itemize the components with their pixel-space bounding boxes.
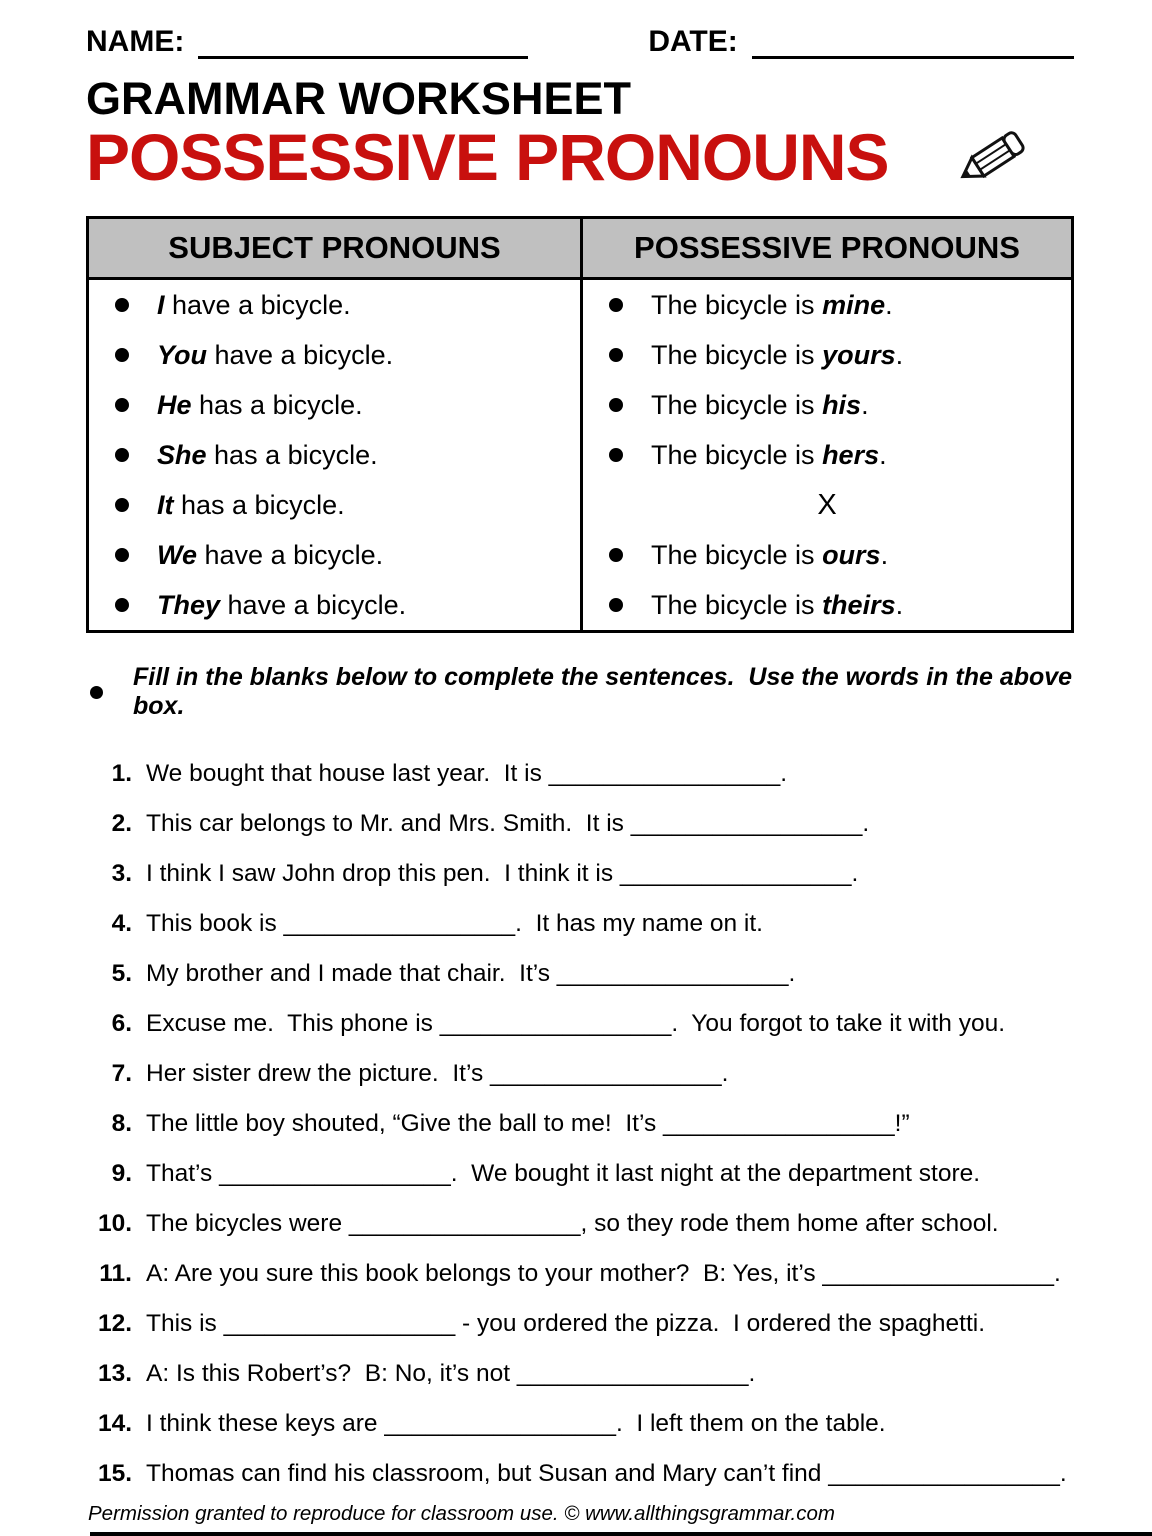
date-fill-line bbox=[752, 22, 1074, 59]
sentences-list bbox=[86, 759, 1074, 1489]
bullet-icon bbox=[115, 498, 129, 512]
sentence-item bbox=[86, 809, 1074, 839]
subject-pronoun: She bbox=[157, 439, 207, 470]
possessive-post: . bbox=[895, 339, 904, 370]
sentence-item bbox=[86, 1109, 1074, 1139]
worksheet-title: GRAMMAR WORKSHEET bbox=[86, 73, 631, 124]
sentence-number: 7. bbox=[111, 1060, 132, 1088]
possessive-pre: The bicycle is bbox=[651, 539, 823, 570]
possessive-sentence bbox=[651, 540, 888, 571]
possessive-cell bbox=[580, 530, 1071, 580]
sentence-text: Her sister drew the picture. It’s _________________. bbox=[146, 1060, 729, 1088]
possessive-cell bbox=[580, 380, 1071, 430]
page-bottom-edge bbox=[90, 1532, 1152, 1536]
sentence-number: 14. bbox=[97, 1410, 132, 1438]
subject-rest: have a bicycle. bbox=[207, 339, 394, 370]
possessive-pronoun: ours bbox=[822, 539, 881, 570]
sentence-item bbox=[86, 959, 1074, 989]
name-fill-line bbox=[198, 22, 528, 59]
sentence-number: 11. bbox=[99, 1260, 132, 1288]
sentence-item bbox=[86, 1459, 1074, 1489]
subject-pronoun: I bbox=[157, 289, 165, 320]
sentence-text: The bicycles were _________________, so they rode them home after school. bbox=[146, 1210, 999, 1238]
bullet-icon bbox=[609, 448, 623, 462]
possessive-cell bbox=[580, 580, 1071, 630]
subject-sentence bbox=[157, 290, 351, 321]
page-title-row bbox=[86, 120, 1074, 195]
sentence-number: 2. bbox=[111, 810, 132, 838]
subject-sentence bbox=[157, 340, 393, 371]
sentence-number: 10. bbox=[97, 1210, 132, 1238]
sentence-number: 12. bbox=[97, 1310, 132, 1338]
subject-cell bbox=[89, 330, 580, 380]
possessive-post: . bbox=[880, 539, 889, 570]
subject-cell bbox=[89, 530, 580, 580]
sentence-item bbox=[86, 909, 1074, 939]
subject-sentence bbox=[157, 390, 363, 421]
subject-sentence bbox=[157, 490, 345, 521]
possessive-pronouns-header: POSSESSIVE PRONOUNS bbox=[580, 219, 1071, 277]
bullet-icon bbox=[90, 686, 103, 699]
sentence-item bbox=[86, 1309, 1074, 1339]
subject-rest: has a bicycle. bbox=[191, 389, 363, 420]
subject-rest: have a bicycle. bbox=[197, 539, 384, 570]
table-header-row bbox=[89, 219, 1071, 280]
subject-rest: has a bicycle. bbox=[173, 489, 345, 520]
sentence-item bbox=[86, 759, 1074, 789]
sentence-text: Thomas can find his classroom, but Susan and Mary can’t find _________________. bbox=[146, 1460, 1067, 1488]
possessive-pre: The bicycle is bbox=[651, 439, 823, 470]
possessive-pre: The bicycle is bbox=[651, 589, 823, 620]
x-marker-cell bbox=[580, 480, 1071, 530]
subject-cell bbox=[89, 280, 580, 330]
subject-rest: have a bicycle. bbox=[220, 589, 407, 620]
possessive-pre: The bicycle is bbox=[651, 289, 823, 320]
table-row bbox=[89, 280, 1071, 330]
possessive-pronoun: mine bbox=[822, 289, 886, 320]
possessive-post: . bbox=[861, 389, 869, 420]
subject-sentence bbox=[157, 540, 383, 571]
pencil-icon bbox=[947, 124, 1039, 190]
sentence-text: Excuse me. This phone is _________________. You forgot to take it with you. bbox=[146, 1010, 1006, 1038]
possessive-sentence bbox=[651, 590, 903, 621]
sentence-item bbox=[86, 1059, 1074, 1089]
possessive-post: . bbox=[895, 589, 904, 620]
possessive-sentence bbox=[651, 340, 903, 371]
sentence-text: This is _________________ - you ordered the pizza. I ordered the spaghetti. bbox=[146, 1310, 986, 1338]
subject-rest: have a bicycle. bbox=[164, 289, 351, 320]
possessive-pronoun: his bbox=[822, 389, 862, 420]
instruction-row bbox=[86, 663, 1080, 721]
possessive-pronoun: theirs bbox=[822, 589, 896, 620]
subject-pronouns-header: SUBJECT PRONOUNS bbox=[168, 230, 501, 266]
sentence-item bbox=[86, 859, 1074, 889]
sentence-text: This book is _________________. It has my name on it. bbox=[146, 910, 763, 938]
subject-pronoun: He bbox=[157, 389, 192, 420]
possessive-post: . bbox=[885, 289, 893, 320]
possessive-pre: The bicycle is bbox=[651, 389, 823, 420]
bullet-icon bbox=[115, 348, 129, 362]
sentence-item bbox=[86, 1159, 1074, 1189]
sentence-text: The little boy shouted, “Give the ball to me! It’s _________________!” bbox=[146, 1110, 910, 1138]
subject-pronoun: You bbox=[157, 339, 207, 370]
sentence-number: 15. bbox=[97, 1460, 132, 1488]
subject-sentence bbox=[157, 590, 406, 621]
table-row bbox=[89, 580, 1071, 630]
bullet-icon bbox=[115, 448, 129, 462]
possessive-pre: The bicycle is bbox=[651, 339, 823, 370]
sentence-number: 5. bbox=[111, 960, 132, 988]
bullet-icon bbox=[609, 598, 623, 612]
subject-pronoun: They bbox=[157, 589, 221, 620]
table-row bbox=[89, 330, 1071, 380]
bullet-icon bbox=[115, 548, 129, 562]
sentence-item bbox=[86, 1009, 1074, 1039]
subject-sentence bbox=[157, 440, 378, 471]
sentence-item bbox=[86, 1359, 1074, 1389]
name-label: NAME: bbox=[86, 25, 185, 58]
sentence-text: We bought that house last year. It is _________________. bbox=[146, 760, 788, 788]
table-row bbox=[89, 430, 1071, 480]
bullet-icon bbox=[609, 548, 623, 562]
pronoun-table bbox=[86, 216, 1074, 633]
subject-cell bbox=[89, 580, 580, 630]
sentence-text: A: Is this Robert’s? B: No, it’s not _________________. bbox=[146, 1360, 756, 1388]
sentence-item bbox=[86, 1259, 1074, 1289]
possessive-sentence bbox=[651, 440, 887, 471]
sentence-text: I think I saw John drop this pen. I think it is _________________. bbox=[146, 860, 859, 888]
sentence-number: 1. bbox=[111, 760, 132, 788]
subject-pronoun: We bbox=[157, 539, 198, 570]
sentence-number: 9. bbox=[111, 1160, 132, 1188]
possessive-cell bbox=[580, 280, 1071, 330]
possessive-sentence bbox=[651, 290, 893, 321]
bullet-icon bbox=[609, 348, 623, 362]
possessive-post: . bbox=[879, 439, 887, 470]
possessive-pronoun: hers bbox=[822, 439, 880, 470]
page-title: POSSESSIVE PRONOUNS bbox=[86, 120, 889, 195]
sentence-text: That’s _________________. We bought it last night at the department store. bbox=[146, 1160, 981, 1188]
possessive-pronoun: yours bbox=[822, 339, 896, 370]
sentence-number: 8. bbox=[111, 1110, 132, 1138]
footer-text: Permission granted to reproduce for classroom use. © www.allthingsgrammar.com bbox=[88, 1502, 835, 1525]
table-row bbox=[89, 480, 1071, 530]
sentence-text: A: Are you sure this book belongs to your mother? B: Yes, it’s _________________. bbox=[146, 1260, 1061, 1288]
sentence-number: 13. bbox=[97, 1360, 132, 1388]
subject-cell bbox=[89, 430, 580, 480]
name-date-row bbox=[86, 22, 1074, 59]
sentence-number: 4. bbox=[111, 910, 132, 938]
bullet-icon bbox=[115, 398, 129, 412]
bullet-icon bbox=[115, 298, 129, 312]
x-marker: X bbox=[817, 488, 837, 521]
table-row bbox=[89, 530, 1071, 580]
bullet-icon bbox=[115, 598, 129, 612]
date-label: DATE: bbox=[648, 25, 738, 58]
table-row bbox=[89, 380, 1071, 430]
bullet-icon bbox=[609, 298, 623, 312]
possessive-cell bbox=[580, 430, 1071, 480]
sentence-item bbox=[86, 1209, 1074, 1239]
sentence-text: This car belongs to Mr. and Mrs. Smith. It is _________________. bbox=[146, 810, 870, 838]
sentence-number: 6. bbox=[111, 1010, 132, 1038]
sentence-item bbox=[86, 1409, 1074, 1439]
subject-pronoun: It bbox=[157, 489, 174, 520]
instruction-text: Fill in the blanks below to complete the sentences. Use the words in the above box. bbox=[133, 663, 1080, 721]
possessive-cell bbox=[580, 330, 1071, 380]
sentence-text: I think these keys are _________________. I left them on the table. bbox=[146, 1410, 886, 1438]
sentence-number: 3. bbox=[111, 860, 132, 888]
subject-cell bbox=[89, 380, 580, 430]
subject-rest: has a bicycle. bbox=[206, 439, 378, 470]
possessive-sentence bbox=[651, 390, 869, 421]
sentence-text: My brother and I made that chair. It’s _________________. bbox=[146, 960, 796, 988]
bullet-icon bbox=[609, 398, 623, 412]
subject-cell bbox=[89, 480, 580, 530]
